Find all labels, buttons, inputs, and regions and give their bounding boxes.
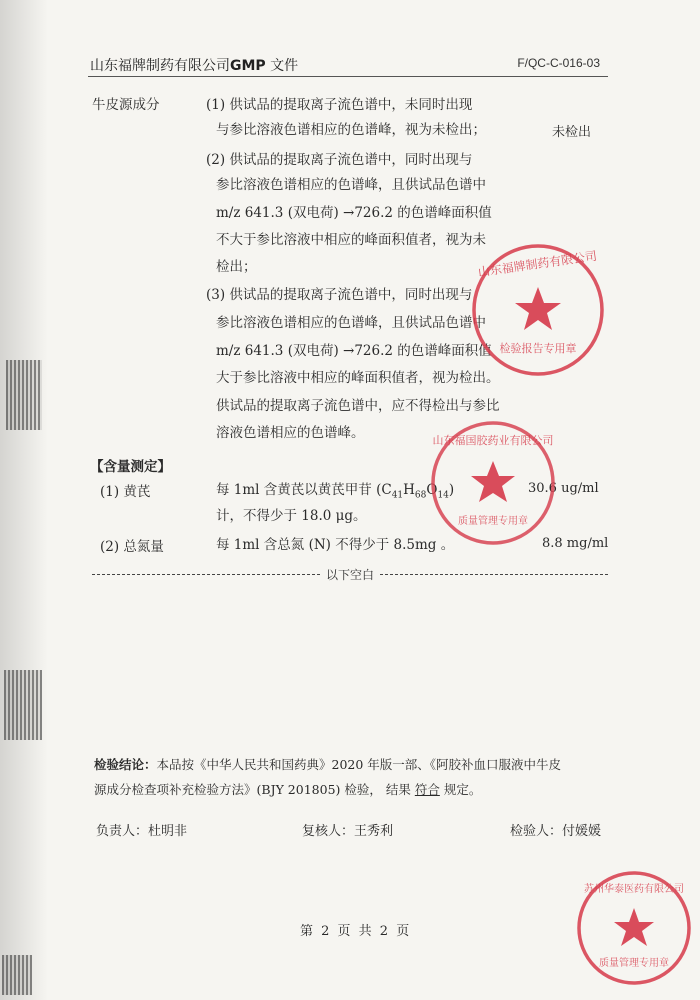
ingredient-line: 溶液色谱相应的色谱峰。	[216, 425, 365, 441]
assay-item-label: (2) 总氮量	[100, 539, 164, 555]
assay-item-spec-line2: 计，不得少于 18.0 μg。	[216, 508, 367, 524]
inspection-conclusion: 检验结论：本品按《中华人民共和国药典》2020 年版一部、《阿胶补血口服液中牛皮 源成分检查项补充检验方法》(BJY 201805) 检验， 结果 符合 规定。	[94, 757, 562, 797]
ingredient-line: m/z 641.3 (双电荷) →726.2 的色谱峰面积值	[216, 343, 492, 359]
svg-text:质量管理专用章: 质量管理专用章	[458, 516, 528, 527]
svg-text:山东福牌制药有限公司: 山东福牌制药有限公司	[477, 248, 598, 280]
ingredient-line: (3) 供试品的提取离子流色谱中，同时出现与	[206, 287, 473, 303]
document-header	[90, 55, 298, 75]
red-seal-stamp	[428, 418, 558, 548]
svg-text:质量管理专用章: 质量管理专用章	[599, 958, 669, 969]
assay-item-spec: 每 1ml 含黄芪以黄芪甲苷 $(C_{41}H_{68}O_{14})$	[216, 482, 455, 501]
ingredient-line: (2) 供试品的提取离子流色谱中，同时出现与	[206, 152, 473, 168]
conclusion-label: 检验结论：	[94, 757, 157, 772]
conclusion-verdict: 符合	[414, 782, 440, 797]
end-of-content-line	[92, 567, 608, 581]
dash-left	[92, 574, 320, 575]
ingredient-line: 参比溶液色谱相应的色谱峰，且供试品色谱中	[216, 315, 486, 331]
scan-smudge	[6, 360, 42, 430]
dash-right	[380, 574, 608, 575]
ingredient-label: 牛皮源成分	[92, 97, 160, 113]
assay-item-label: (1) 黄芪	[100, 484, 151, 500]
scan-shadow	[0, 0, 48, 1000]
ingredient-line: 与参比溶液色谱相应的色谱峰，视为未检出；	[216, 122, 486, 138]
assay-item-result: 30.6 ug/ml	[528, 481, 599, 496]
red-seal-stamp	[468, 240, 608, 380]
ingredient-line: 大于参比溶液中相应的峰面积值者，视为检出。	[216, 370, 500, 386]
doc-word: 文件	[270, 58, 299, 74]
red-seal-stamp	[574, 868, 694, 988]
ingredient-line: 参比溶液色谱相应的色谱峰，且供试品色谱中	[216, 177, 486, 193]
svg-text:检验报告专用章: 检验报告专用章	[499, 342, 577, 355]
gmp-label: GMP	[230, 58, 266, 74]
ingredient-line: m/z 641.3 (双电荷) →726.2 的色谱峰面积值	[216, 205, 492, 221]
assay-item-spec: 每 1ml 含总氮 (N) 不得少于 8.5mg 。	[216, 537, 455, 553]
signature-responsible: 负责人：杜明非	[96, 824, 188, 839]
svg-text:苏州华泰医药有限公司: 苏州华泰医药有限公司	[584, 884, 684, 895]
signature-inspector: 检验人：付媛媛	[510, 824, 602, 839]
doc-code: F/QC-C-016-03	[517, 56, 600, 70]
scan-smudge	[2, 955, 32, 995]
header-divider	[88, 76, 608, 77]
svg-text:山东福国胶药业有限公司: 山东福国胶药业有限公司	[432, 434, 554, 447]
ingredient-line: 供试品的提取离子流色谱中，应不得检出与参比	[216, 398, 500, 414]
ingredient-line: 检出；	[216, 259, 257, 275]
end-note: 以下空白	[326, 567, 375, 582]
company-name: 山东福牌制药有限公司	[90, 58, 230, 74]
ingredient-result: 未检出	[552, 125, 592, 140]
assay-item-result: 8.8 mg/ml	[542, 536, 609, 551]
signature-reviewer: 复核人：王秀利	[302, 824, 394, 839]
assay-section-title: 【含量测定】	[90, 459, 171, 475]
ingredient-line: 不大于参比溶液中相应的峰面积值者，视为未	[216, 232, 486, 248]
page-number: 第 2 页 共 2 页	[300, 924, 412, 939]
scan-smudge	[4, 670, 42, 740]
ingredient-line: (1) 供试品的提取离子流色谱中，未同时出现	[206, 97, 473, 113]
